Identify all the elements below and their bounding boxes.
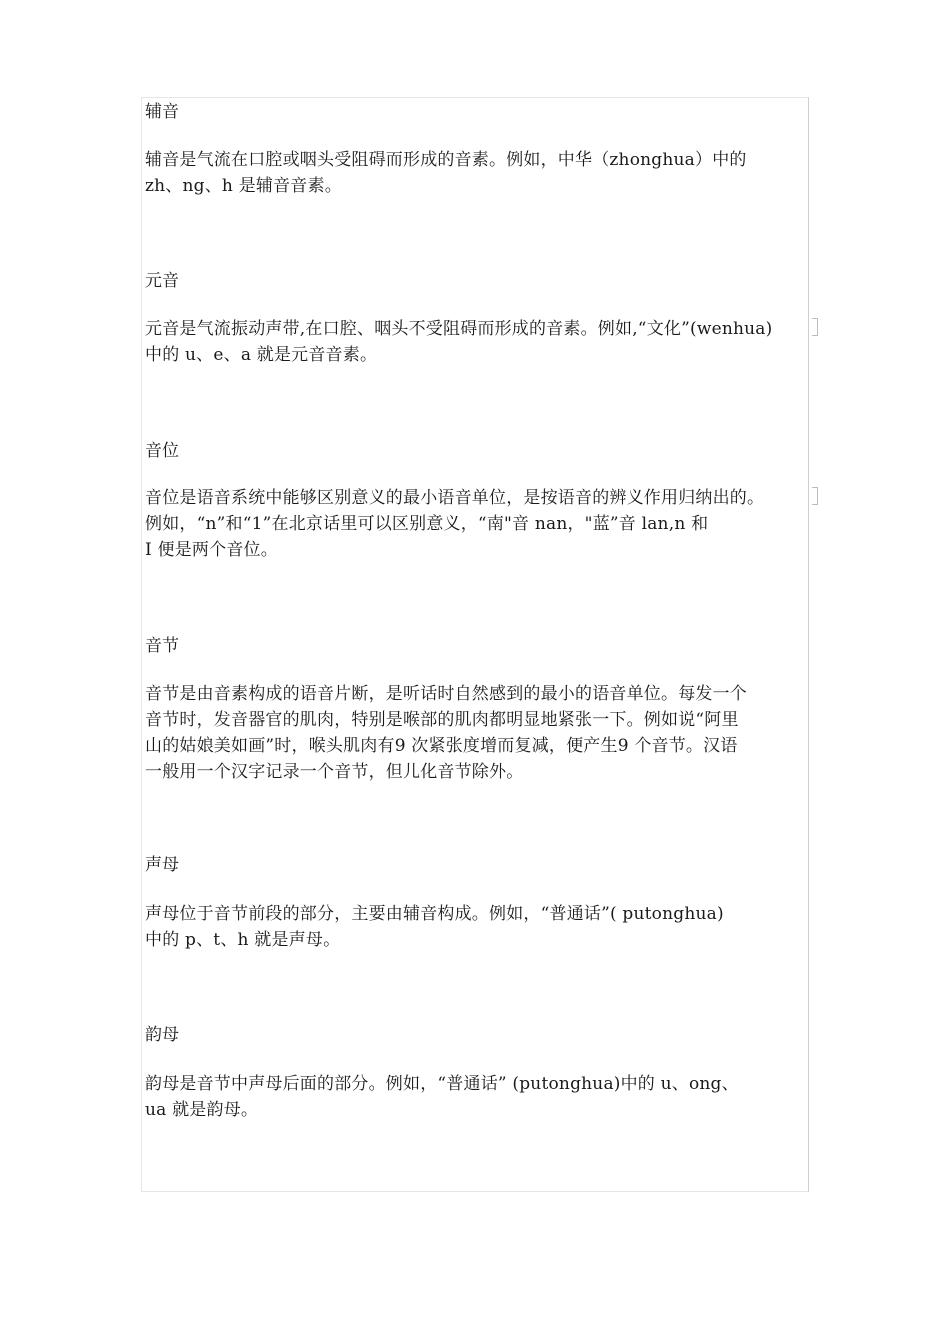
- body-line: 中的 p、t、h 就是声母。: [145, 930, 341, 950]
- body-line: 音位是语音系统中能够区别意义的最小语音单位，是按语音的辨义作用归纳出的。: [145, 488, 765, 508]
- body-line: 山的姑娘美如画”时，喉头肌肉有9 次紧张度增而复减，便产生9 个音节。汉语: [145, 736, 738, 756]
- section-body: [145, 147, 817, 199]
- body-line: zh、ng、h 是辅音音素。: [145, 176, 342, 196]
- body-line: 音节时，发音器官的肌肉，特别是喉部的肌肉都明显地紧张一下。例如说“阿里: [145, 710, 739, 730]
- body-line: 辅音是气流在口腔或咽头受阻碍而形成的音素。例如，中华（zhonghua）中的: [145, 150, 747, 170]
- body-line: 中的 u、e、a 就是元音音素。: [145, 345, 378, 365]
- section-heading: 音节: [145, 636, 179, 656]
- section-heading: 韵母: [145, 1025, 179, 1045]
- body-line: I 便是两个音位。: [145, 540, 278, 560]
- body-line: 声母位于音节前段的部分，主要由辅音构成。例如，“普通话”( putonghua): [145, 904, 724, 924]
- section-body: [145, 681, 817, 785]
- body-line: 一般用一个汉字记录一个音节，但儿化音节除外。: [145, 762, 524, 782]
- section-body: [145, 485, 817, 563]
- body-line: 音节是由音素构成的语音片断，是听话时自然感到的最小的语音单位。每发一个: [145, 684, 747, 704]
- body-line: 元音是气流振动声带,在口腔、咽头不受阻碍而形成的音素。例如,“文化”(wenhua): [145, 319, 773, 339]
- section-heading: 音位: [145, 441, 179, 461]
- body-line: 例如，“n”和“1”在北京话里可以区别意义，“南"音 nan，"蓝”音 lan,n 和: [145, 514, 709, 534]
- section-body: [145, 316, 817, 368]
- section-body: [145, 1071, 817, 1123]
- body-line: 韵母是音节中声母后面的部分。例如，“普通话” (putonghua)中的 u、ong、: [145, 1074, 739, 1094]
- section-body: [145, 901, 817, 953]
- body-line: ua 就是韵母。: [145, 1100, 259, 1120]
- section-heading: 声母: [145, 855, 179, 875]
- page-border: [141, 97, 809, 1192]
- section-heading: 辅音: [145, 102, 179, 122]
- section-heading: 元音: [145, 271, 179, 291]
